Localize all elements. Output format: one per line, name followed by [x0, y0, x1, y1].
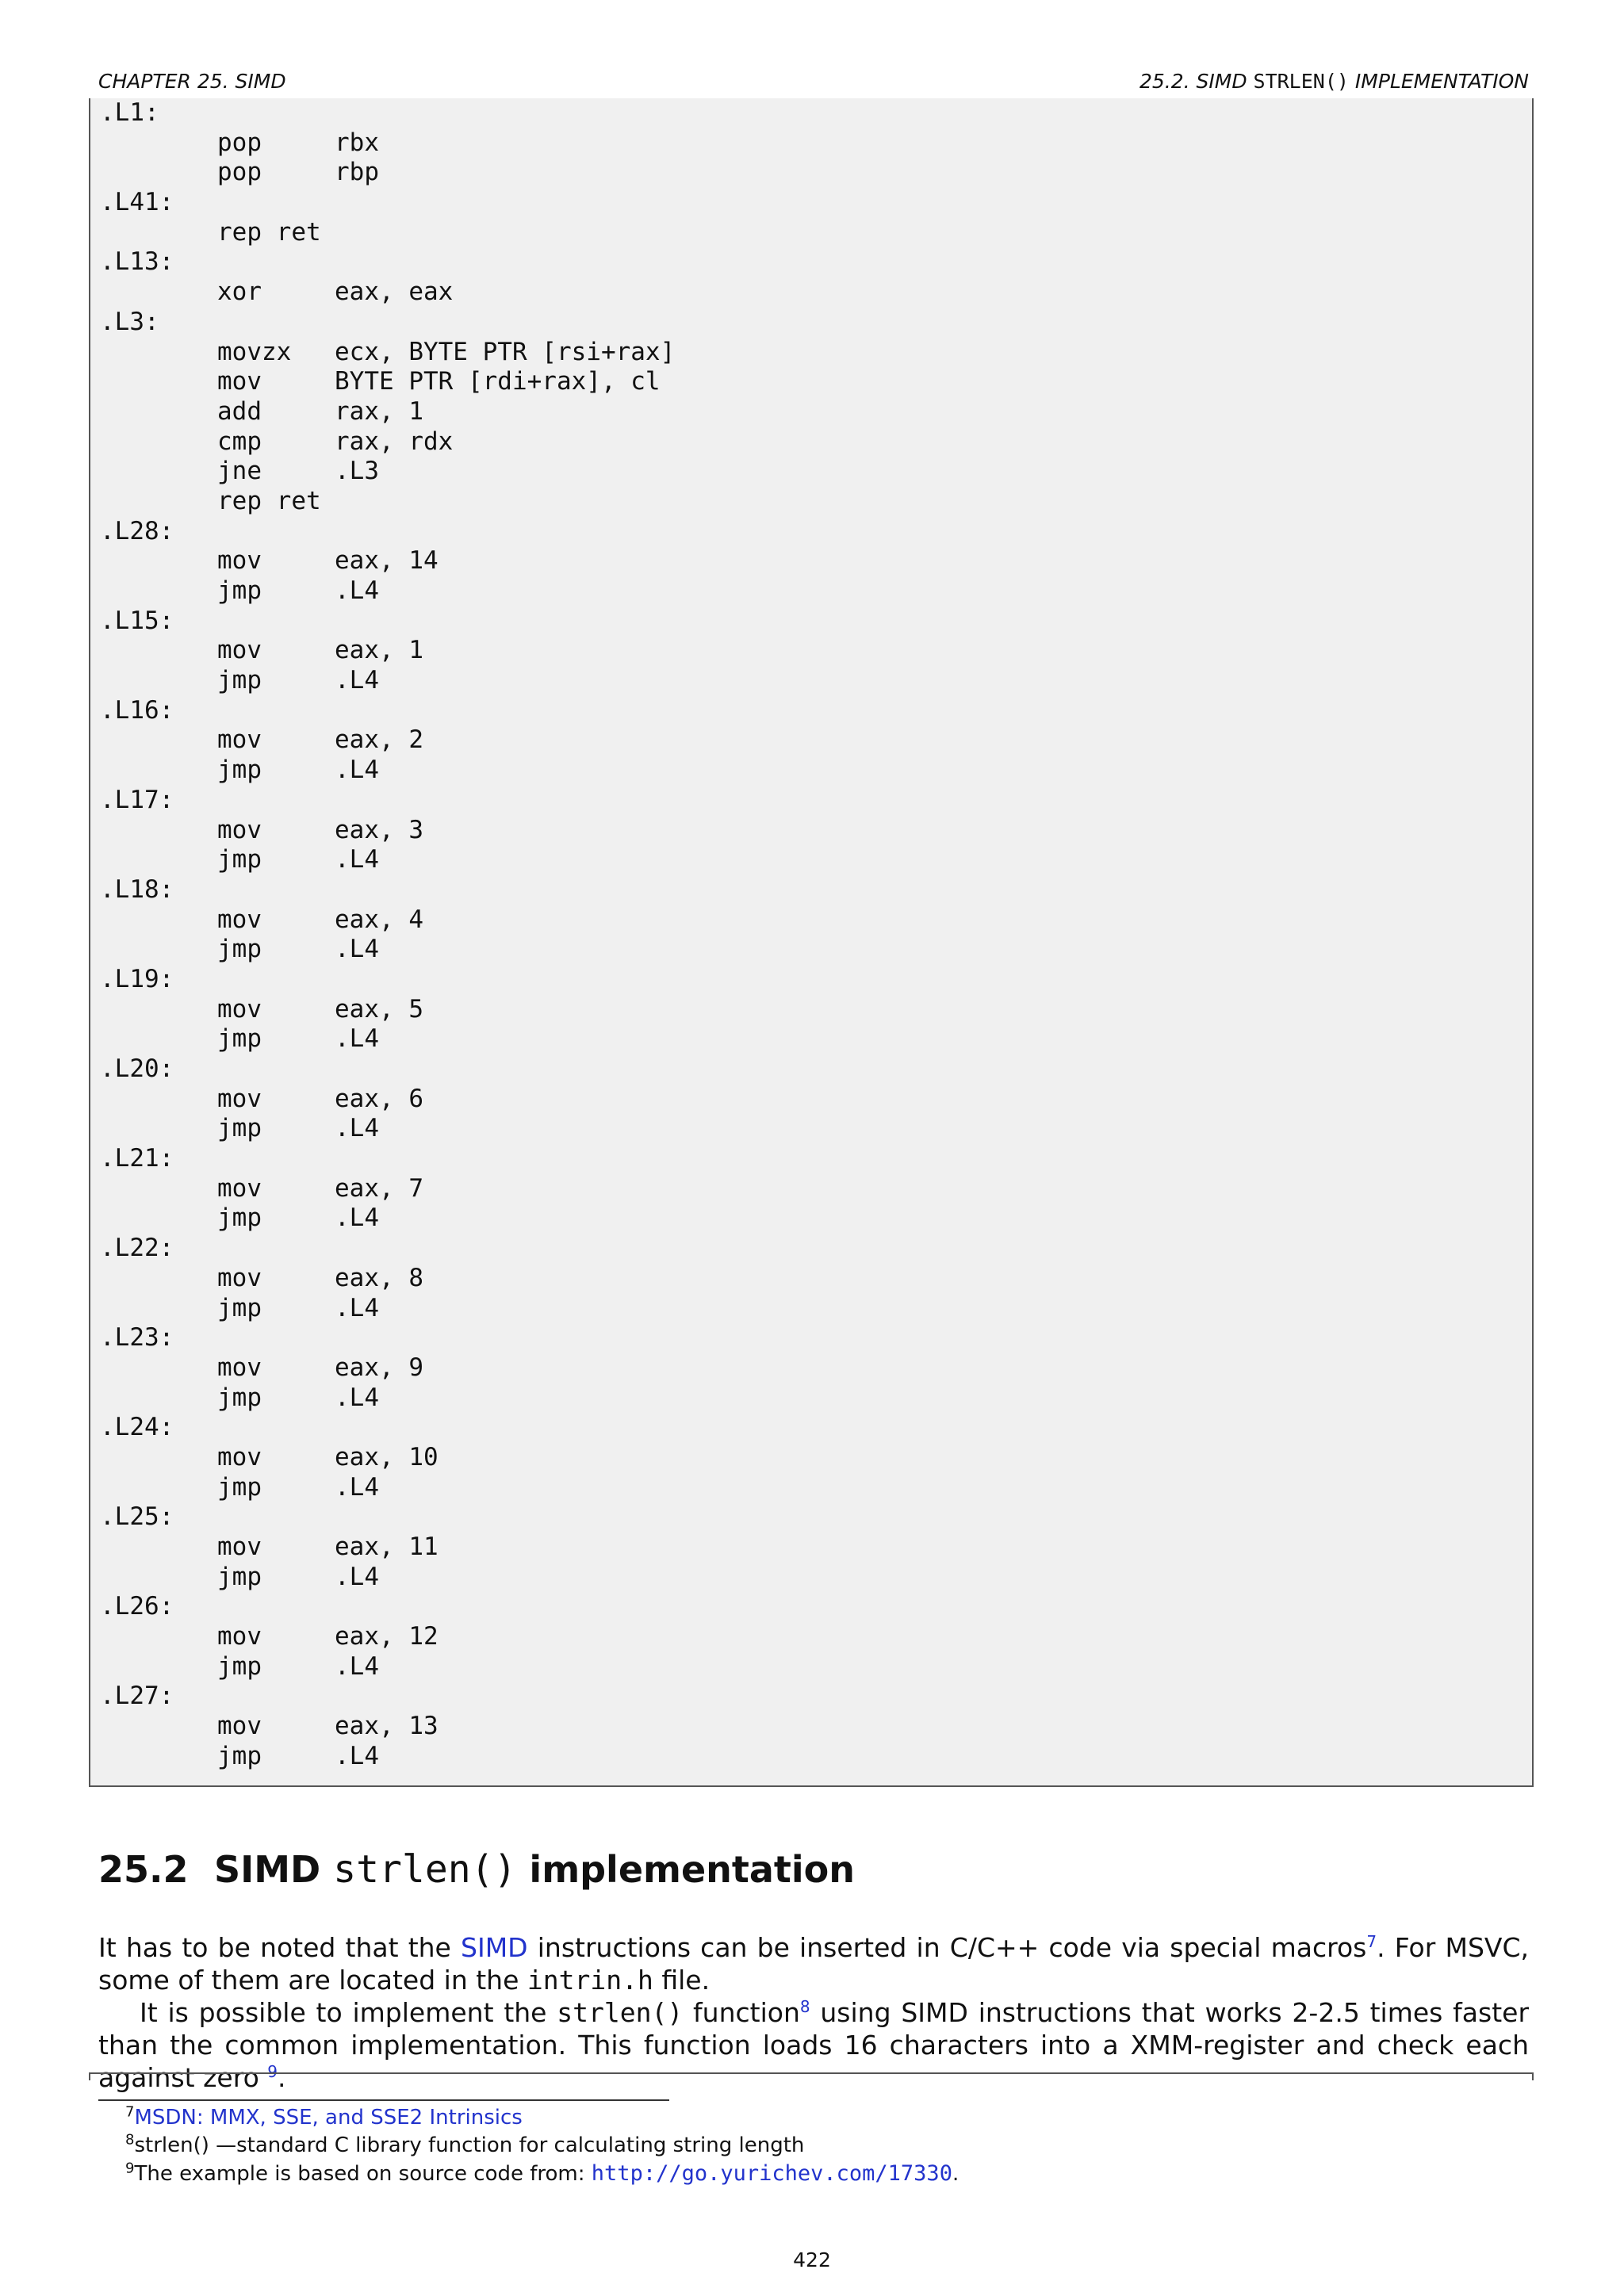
- inline-code-strlen: strlen(): [557, 1997, 684, 2028]
- code-label: .L19:: [100, 964, 174, 993]
- paragraph-text: It is possible to implement the: [140, 1997, 557, 2028]
- code-mnemonic: jmp: [217, 1562, 262, 1591]
- paragraph-text: It has to be noted that the: [98, 1932, 462, 1963]
- code-mnemonic: jmp: [217, 1024, 262, 1054]
- code-operands: eax, 12: [335, 1622, 439, 1651]
- footnote-rule: [98, 2099, 669, 2101]
- code-line: [100, 367, 661, 397]
- code-operands: eax, 13: [335, 1712, 439, 1741]
- code-line: [100, 1084, 423, 1115]
- code-operands: eax, 9: [335, 1353, 423, 1382]
- code-line: [100, 98, 174, 128]
- code-mnemonic: pop: [217, 128, 262, 157]
- code-line: [100, 158, 379, 188]
- footnote-link[interactable]: MSDN: MMX, SSE, and SSE2 Intrinsics: [134, 2106, 523, 2130]
- code-line: [100, 1203, 379, 1234]
- code-mnemonic: jmp: [217, 935, 262, 964]
- code-operands: .L4: [335, 576, 379, 605]
- code-operands: eax, 3: [335, 815, 423, 844]
- code-mnemonic: mov: [217, 1442, 262, 1471]
- code-mnemonic: add: [217, 396, 262, 426]
- code-line: [100, 756, 379, 786]
- code-line: [100, 1383, 379, 1414]
- page-number: 422: [793, 2248, 831, 2271]
- code-line: [100, 1592, 174, 1622]
- code-operands: .L4: [335, 1472, 379, 1502]
- code-mnemonic: jmp: [217, 1741, 262, 1770]
- code-operands: eax, 7: [335, 1173, 423, 1203]
- footnote-ref-9[interactable]: 9: [267, 2062, 278, 2081]
- code-line: [100, 786, 174, 816]
- code-label: .L41:: [100, 188, 174, 217]
- code-mnemonic: mov: [217, 1353, 262, 1382]
- code-mnemonic: jmp: [217, 1203, 262, 1233]
- code-operands: .L4: [335, 935, 379, 964]
- code-operands: eax, 2: [335, 725, 423, 755]
- code-operands: eax, 14: [335, 546, 439, 576]
- section-heading: [98, 1847, 855, 1892]
- simd-link[interactable]: SIMD: [461, 1932, 528, 1963]
- code-line: [100, 1173, 423, 1204]
- code-label: .L13:: [100, 247, 174, 277]
- code-mnemonic: rep ret: [217, 217, 321, 247]
- code-line: [100, 128, 379, 159]
- code-operands: .L4: [335, 666, 379, 695]
- inline-code-intrin-h: intrin.h: [527, 1965, 653, 1996]
- code-line: [100, 1442, 439, 1473]
- footnote-text: strlen() —standard C library function for calculating string length: [134, 2133, 805, 2157]
- code-operands: eax, 5: [335, 994, 423, 1024]
- code-operands: .L4: [335, 1203, 379, 1233]
- code-line: [100, 308, 174, 338]
- code-operands: .L3: [335, 457, 379, 486]
- code-line: [100, 1234, 174, 1264]
- code-line: [100, 546, 439, 576]
- code-line: [100, 1024, 379, 1054]
- code-line: [100, 1353, 423, 1383]
- code-line: [100, 1413, 174, 1443]
- code-mnemonic: jmp: [217, 576, 262, 605]
- code-operands: rax, rdx: [335, 427, 454, 456]
- code-mnemonic: movzx: [217, 337, 292, 366]
- code-label: .L1:: [100, 98, 159, 127]
- code-mnemonic: cmp: [217, 427, 262, 456]
- code-line: [100, 457, 379, 487]
- code-mnemonic: mov: [217, 636, 262, 665]
- code-mnemonic: mov: [217, 725, 262, 755]
- footnote-ref-7[interactable]: 7: [1366, 1932, 1377, 1951]
- code-line: [100, 666, 379, 696]
- code-operands: eax, 4: [335, 905, 423, 934]
- header-section: [1139, 70, 1529, 93]
- code-line: [100, 875, 174, 905]
- code-lines: [100, 98, 676, 1772]
- code-line: [100, 576, 379, 607]
- footnote-mark: 9: [125, 2160, 135, 2177]
- code-line: [100, 1682, 174, 1712]
- code-label: .L25:: [100, 1502, 174, 1532]
- code-mnemonic: mov: [217, 367, 262, 396]
- code-mnemonic: jne: [217, 457, 262, 486]
- code-line: [100, 396, 423, 427]
- code-mnemonic: rep ret: [217, 486, 321, 515]
- code-mnemonic: jmp: [217, 1293, 262, 1322]
- code-line: [100, 905, 423, 936]
- paragraph-text: instructions can be inserted in C/C++ code via special macros: [527, 1932, 1367, 1963]
- code-mnemonic: mov: [217, 1533, 262, 1561]
- code-line: [100, 1144, 174, 1174]
- code-line: [100, 427, 454, 457]
- footnote-mark: 8: [125, 2131, 135, 2149]
- code-mnemonic: jmp: [217, 845, 262, 874]
- code-line: [100, 994, 423, 1025]
- code-line: [100, 1651, 379, 1682]
- code-line: [100, 1533, 439, 1563]
- code-mnemonic: mov: [217, 546, 262, 576]
- code-line: [100, 965, 174, 995]
- footnote-8: [125, 2132, 959, 2160]
- code-line: [100, 1562, 379, 1593]
- code-line: [100, 1263, 423, 1294]
- code-label: .L26:: [100, 1592, 174, 1621]
- code-mnemonic: jmp: [217, 1472, 262, 1502]
- code-line: [100, 247, 174, 277]
- code-mnemonic: jmp: [217, 666, 262, 695]
- code-mnemonic: mov: [217, 1622, 262, 1651]
- code-line: [100, 217, 321, 248]
- paragraph-text: using SIMD instructions that works 2-2.5 times faster than the common implementation. This function loads 16 characters into a XMM-register and check each against zero: [98, 1997, 1530, 2093]
- code-line: [100, 1114, 379, 1144]
- footnote-7: [125, 2104, 959, 2132]
- code-line: [100, 607, 174, 637]
- paragraph-text: file.: [653, 1965, 710, 1996]
- code-listing: [89, 98, 1534, 1787]
- code-operands: eax, 1: [335, 636, 423, 665]
- code-operands: BYTE PTR [rdi+rax], cl: [335, 367, 661, 396]
- footnote-9: [125, 2160, 959, 2188]
- code-operands: eax, eax: [335, 277, 454, 307]
- code-label: .L17:: [100, 785, 174, 814]
- header-section-prefix: 25.2. SIMD: [1139, 70, 1254, 93]
- footnote-suffix: .: [952, 2162, 959, 2186]
- code-label: .L16:: [100, 695, 174, 725]
- code-mnemonic: mov: [217, 1173, 262, 1203]
- code-line: [100, 486, 321, 517]
- code-line: [100, 1323, 174, 1353]
- code-operands: ecx, BYTE PTR [rsi+rax]: [335, 337, 676, 366]
- code-label: .L24:: [100, 1413, 174, 1442]
- code-mnemonic: xor: [217, 277, 262, 307]
- code-operands: .L4: [335, 756, 379, 785]
- footnote-ref-8[interactable]: 8: [799, 1997, 810, 2016]
- paragraph-1: [98, 1931, 1529, 1996]
- code-mnemonic: jmp: [217, 756, 262, 785]
- code-operands: .L4: [335, 1741, 379, 1770]
- header-section-suffix: IMPLEMENTATION: [1348, 70, 1529, 93]
- code-mnemonic: mov: [217, 1712, 262, 1741]
- code-mnemonic: mov: [217, 994, 262, 1024]
- code-mnemonic: jmp: [217, 1651, 262, 1681]
- paragraph-text: . For MSVC, some of them are located in the: [98, 1932, 1530, 1996]
- code-line: [100, 815, 423, 846]
- code-operands: eax, 8: [335, 1263, 423, 1292]
- footnotes: [125, 2104, 959, 2188]
- code-mnemonic: jmp: [217, 1383, 262, 1412]
- code-mnemonic: mov: [217, 1084, 262, 1113]
- code-operands: .L4: [335, 1383, 379, 1412]
- code-label: .L23:: [100, 1323, 174, 1353]
- code-line: [100, 277, 454, 308]
- code-mnemonic: mov: [217, 905, 262, 934]
- code-operands: .L4: [335, 1651, 379, 1681]
- code-label: .L18:: [100, 874, 174, 904]
- code-label: .L22:: [100, 1234, 174, 1263]
- section-title-suffix: implementation: [516, 1848, 856, 1891]
- code-line: [100, 1712, 439, 1742]
- code-operands: .L4: [335, 1562, 379, 1591]
- footnote-url[interactable]: http://go.yurichev.com/17330: [591, 2161, 952, 2186]
- section-title-prefix: SIMD: [214, 1848, 334, 1891]
- code-line: [100, 636, 423, 666]
- running-header: [98, 70, 1529, 100]
- code-operands: rbx: [335, 128, 379, 157]
- code-operands: .L4: [335, 845, 379, 874]
- code-operands: rax, 1: [335, 396, 423, 426]
- code-operands: .L4: [335, 1024, 379, 1054]
- header-section-code: STRLEN(): [1253, 70, 1349, 93]
- code-line: [100, 1502, 174, 1533]
- paragraph-text: .: [277, 2062, 286, 2093]
- code-line: [100, 188, 174, 218]
- paragraph-text: function: [683, 1997, 800, 2028]
- code-line: [100, 1622, 439, 1652]
- code-mnemonic: mov: [217, 815, 262, 844]
- next-listing-box-top: [89, 2072, 1534, 2080]
- section-number: 25.2: [98, 1848, 189, 1891]
- code-line: [100, 696, 174, 726]
- code-operands: eax, 11: [335, 1533, 439, 1561]
- code-label: .L15:: [100, 606, 174, 635]
- section-title-code: strlen(): [333, 1847, 517, 1892]
- code-line: [100, 517, 174, 547]
- footnote-mark: 7: [125, 2103, 135, 2121]
- code-line: [100, 935, 379, 965]
- code-line: [100, 1054, 174, 1085]
- code-line: [100, 845, 379, 875]
- code-line: [100, 725, 423, 756]
- code-line: [100, 1472, 379, 1503]
- footnote-text: The example is based on source code from:: [134, 2162, 592, 2186]
- code-label: .L27:: [100, 1682, 174, 1711]
- code-line: [100, 337, 676, 368]
- header-chapter: CHAPTER 25. SIMD: [98, 70, 286, 93]
- code-mnemonic: pop: [217, 158, 262, 187]
- code-label: .L20:: [100, 1054, 174, 1083]
- code-operands: eax, 6: [335, 1084, 423, 1113]
- code-label: .L3:: [100, 307, 159, 336]
- code-operands: rbp: [335, 158, 379, 187]
- code-operands: .L4: [335, 1114, 379, 1143]
- code-operands: eax, 10: [335, 1442, 439, 1471]
- code-line: [100, 1293, 379, 1324]
- code-operands: .L4: [335, 1293, 379, 1322]
- code-mnemonic: mov: [217, 1263, 262, 1292]
- code-label: .L21:: [100, 1144, 174, 1173]
- code-line: [100, 1741, 379, 1772]
- code-label: .L28:: [100, 516, 174, 545]
- code-mnemonic: jmp: [217, 1114, 262, 1143]
